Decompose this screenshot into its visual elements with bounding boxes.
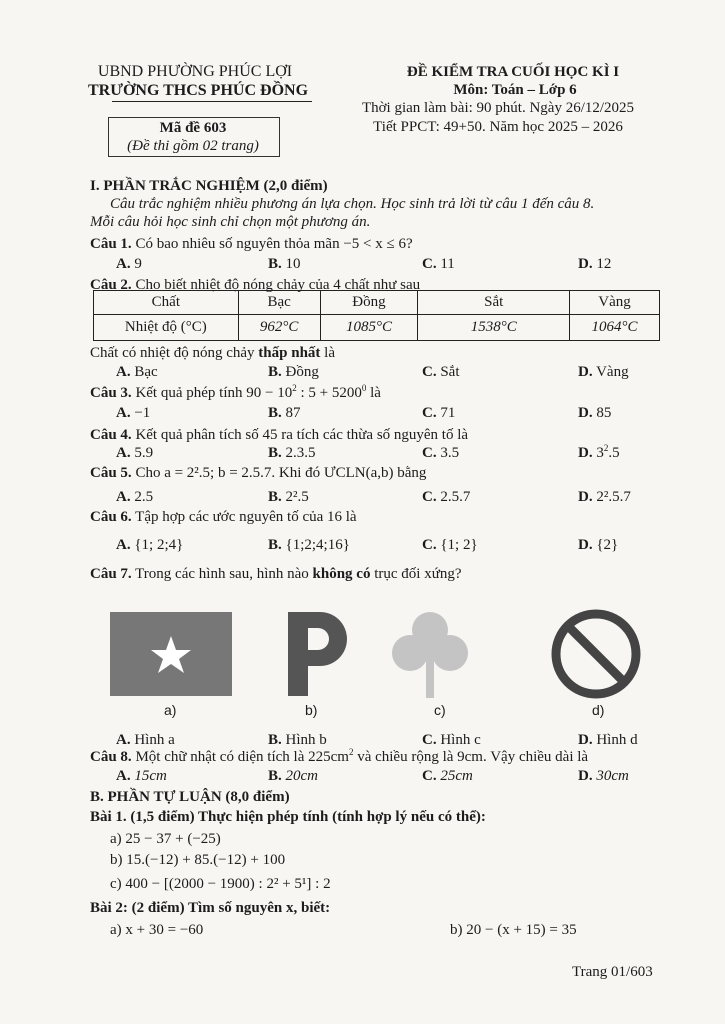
option-b: B. Đồng bbox=[268, 364, 319, 380]
figure-label: d) bbox=[592, 702, 605, 718]
exercise-2: Bài 2: (2 điểm) Tìm số nguyên x, biết: bbox=[90, 900, 331, 916]
option-d: D. {2} bbox=[578, 537, 619, 553]
option-d: D. 30cm bbox=[578, 768, 629, 784]
option-b: B. 20cm bbox=[268, 768, 319, 784]
exam-time: Thời gian làm bài: 90 phút. Ngày 26/12/2025 bbox=[361, 100, 635, 116]
option-c: C. {1; 2} bbox=[422, 537, 478, 553]
table-cell: 1064°C bbox=[570, 315, 660, 341]
flag-figure bbox=[110, 612, 232, 696]
option-a: A. 5.9 bbox=[116, 445, 154, 461]
part1-instruction-2: Mỗi câu hỏi học sinh chỉ chọn một phương án. bbox=[90, 214, 371, 230]
part1-instruction: Câu trắc nghiệm nhiều phương án lựa chọn. Học sinh trả lời từ câu 1 đến câu 8. bbox=[110, 196, 595, 212]
figure-label: c) bbox=[434, 702, 446, 718]
question-6: Câu 6. Tập hợp các ước nguyên tố của 16 là bbox=[90, 509, 357, 525]
subject: Môn: Toán – Lớp 6 bbox=[453, 82, 577, 98]
divider bbox=[112, 101, 312, 102]
option-d: D. Hình d bbox=[578, 732, 638, 748]
option-c: C. 71 bbox=[422, 405, 456, 421]
option-b: B. 2.3.5 bbox=[268, 445, 316, 461]
option-c: C. 3.5 bbox=[422, 445, 460, 461]
option-a: A. 9 bbox=[116, 256, 142, 272]
option-b: B. {1;2;4;16} bbox=[268, 537, 350, 553]
option-a: A. 15cm bbox=[116, 768, 167, 784]
question-4: Câu 4. Kết quả phân tích số 45 ra tích các thừa số nguyên tố là bbox=[90, 427, 469, 443]
question-3: Câu 3. Kết quả phép tính $90 - 10^2$ : $5 + 5200^0$ là bbox=[90, 383, 381, 401]
table-header: Chất bbox=[94, 291, 239, 315]
table-header: Vàng bbox=[570, 291, 660, 315]
option-d: D. Vàng bbox=[578, 364, 629, 380]
option-a: A. Bạc bbox=[116, 364, 158, 380]
pages-note: (Đề thi gồm 02 trang) bbox=[127, 138, 259, 154]
table-header: Đồng bbox=[320, 291, 418, 315]
letter-p-figure bbox=[286, 610, 348, 698]
option-c: C. Hình c bbox=[422, 732, 481, 748]
table-cell: 1538°C bbox=[418, 315, 570, 341]
option-c: C. 11 bbox=[422, 256, 455, 272]
melting-point-table bbox=[93, 290, 660, 341]
option-a: A. −1 bbox=[116, 405, 151, 421]
option-a: A. 2.5 bbox=[116, 489, 154, 505]
exercise-1: Bài 1. (1,5 điểm) Thực hiện phép tính (tính hợp lý nếu có thể): bbox=[90, 809, 486, 825]
figure-label: a) bbox=[164, 702, 177, 718]
figure-label: b) bbox=[305, 702, 318, 718]
table-header: Sắt bbox=[418, 291, 570, 315]
option-c: C. 25cm bbox=[422, 768, 473, 784]
option-c: C. Sắt bbox=[422, 364, 460, 380]
question-2: Câu 2. Cho biết nhiệt độ nóng chảy của 4 chất như sau bbox=[90, 277, 421, 293]
part1-title: I. PHẦN TRẮC NGHIỆM (2,0 điểm) bbox=[90, 178, 328, 194]
no-sign-figure bbox=[538, 608, 654, 700]
option-a: A. Hình a bbox=[116, 732, 175, 748]
question-2-prompt: Chất có nhiệt độ nóng chảy thấp nhất là bbox=[90, 345, 335, 361]
exercise-1c: c) 400 − [(2000 − 1900) : 2² + 5¹] : 2 bbox=[110, 876, 331, 892]
question-5: Câu 5. Cho a = 2².5; b = 2.5.7. Khi đó ƯCLN(a,b) bằng bbox=[90, 465, 427, 481]
table-cell: 962°C bbox=[238, 315, 320, 341]
option-d: D. 12 bbox=[578, 256, 612, 272]
exam-title: ĐỀ KIỂM TRA CUỐI HỌC KÌ I bbox=[406, 64, 620, 80]
option-b: B. 2².5 bbox=[268, 489, 309, 505]
option-a: A. {1; 2;4} bbox=[116, 537, 184, 553]
option-b: B. 10 bbox=[268, 256, 301, 272]
question-7: Câu 7. Trong các hình sau, hình nào không có trục đối xứng? bbox=[90, 566, 462, 582]
option-b: B. Hình b bbox=[268, 732, 327, 748]
question-8: Câu 8. Một chữ nhật có diện tích là $225cm^2$ và chiều rộng là 9cm. Vậy chiều dài là bbox=[90, 747, 589, 765]
authority-name: UBND PHƯỜNG PHÚC LỢI bbox=[97, 63, 293, 80]
exercise-1b: b) 15.(−12) + 85.(−12) + 100 bbox=[110, 852, 286, 868]
option-d: D. 85 bbox=[578, 405, 612, 421]
exam-period: Tiết PPCT: 49+50. Năm học 2025 – 2026 bbox=[373, 119, 623, 135]
table-cell: 1085°C bbox=[320, 315, 418, 341]
option-d: D. $3^2.5$ bbox=[578, 443, 620, 461]
table-header: Bạc bbox=[238, 291, 320, 315]
question-1: Câu 1. Có bao nhiêu số nguyên thỏa mãn −5 < x ≤ 6? bbox=[90, 236, 413, 252]
clover-figure bbox=[390, 608, 470, 700]
school-name: TRƯỜNG THCS PHÚC ĐỒNG bbox=[87, 82, 309, 99]
exam-code: Mã đề 603 bbox=[159, 120, 227, 136]
option-c: C. 2.5.7 bbox=[422, 489, 471, 505]
option-b: B. 87 bbox=[268, 405, 301, 421]
exercise-2a: a) x + 30 = −60 bbox=[110, 922, 204, 938]
table-cell: Nhiệt độ (°C) bbox=[94, 315, 239, 341]
option-d: D. 2².5.7 bbox=[578, 489, 631, 505]
exercise-2b: b) 20 − (x + 15) = 35 bbox=[450, 922, 577, 938]
part2-title: B. PHẦN TỰ LUẬN (8,0 điểm) bbox=[90, 789, 290, 805]
page-number: Trang 01/603 bbox=[572, 964, 653, 980]
exercise-1a: a) 25 − 37 + (−25) bbox=[110, 831, 221, 847]
